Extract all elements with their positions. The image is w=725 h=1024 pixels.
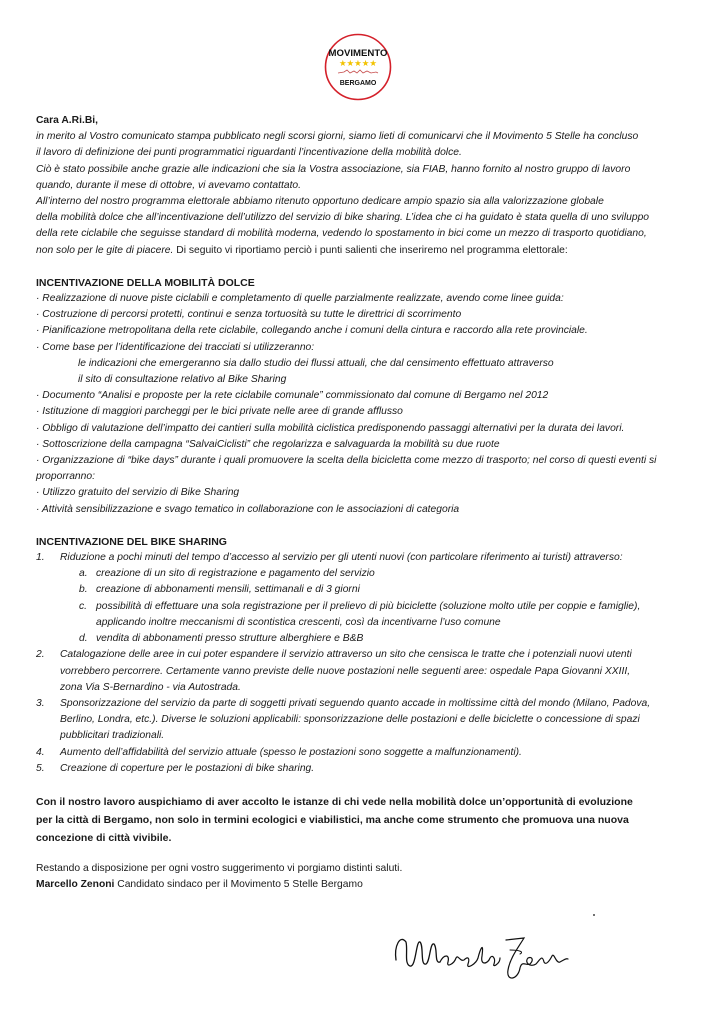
list-item: · Organizzazione di “bike days” durante i quali promuovere la scelta della bicicletta come mezzo di trasporto; nel corso di questi eventi si xyxy=(36,455,657,467)
item-letter: b. xyxy=(79,584,88,596)
item-letter: d. xyxy=(79,633,88,645)
list-item: · Come base per l’identificazione dei tracciati si utilizzeranno: xyxy=(36,341,315,353)
intro-line: della mobilità dolce che all’incentivazione dell’utilizzo del servizio di bike sharing. L’idea che ci ha guidato è stata quella di uno sviluppo xyxy=(36,212,650,224)
item-letter: a. xyxy=(79,568,88,580)
list-item: · Istituzione di maggiori parcheggi per le bici private nelle aree di grande afflusso xyxy=(36,406,403,418)
item-text: vendita di abbonamenti presso strutture alberghiere e B&B xyxy=(96,633,364,645)
item-number: 3. xyxy=(36,697,45,709)
item-number: 1. xyxy=(36,552,45,564)
numbered-item xyxy=(36,647,696,663)
signer-role: Candidato sindaco per il Movimento 5 Stelle Bergamo xyxy=(114,879,363,891)
item-text: Catalogazione delle aree in cui poter espandere il servizio attraverso un sito che censisca le tratte che i potenziali nuovi utenti xyxy=(60,649,632,661)
item-text: creazione di abbonamenti mensili, settimanali e di 3 giorni xyxy=(96,584,360,596)
numbered-item xyxy=(36,696,696,712)
item-text: Aumento dell’affidabilità del servizio attuale (spesso le postazioni sono soggette a malfunzionamenti). xyxy=(60,746,522,758)
numbered-item xyxy=(36,761,696,777)
lettered-item xyxy=(36,599,696,615)
list-item: · Realizzazione di nuove piste ciclabili e completamento di quelle parzialmente realizzate, avendo come linee guida: xyxy=(36,293,564,305)
intro-line: in merito al Vostro comunicato stampa pubblicato negli scorsi giorni, siamo lieti di comunicarvi che il Movimento 5 Stelle ha concluso xyxy=(36,131,639,143)
list-item: · Obbligo di valutazione dell’impatto dei cantieri sulla mobilità ciclistica predisponendo passaggi alternativi per la durata dei lavori. xyxy=(36,422,625,434)
item-text: creazione di un sito di registrazione e pagamento del servizio xyxy=(96,568,375,580)
movimento-5-stelle-logo xyxy=(324,33,392,101)
svg-text:BERGAMO: BERGAMO xyxy=(339,80,377,87)
list-item: · Pianificazione metropolitana della rete ciclabile, collegando anche i comuni della cintura e raccordo alla rete provinciale. xyxy=(36,325,588,337)
numbered-item xyxy=(36,550,696,566)
signer-line xyxy=(36,877,696,893)
signer-name: Marcello Zenoni xyxy=(36,879,115,891)
list-item: proporranno: xyxy=(36,471,95,483)
list-subitem: il sito di consultazione relativo al Bike Sharing xyxy=(78,374,287,386)
letter-body xyxy=(36,113,696,893)
list-item: · Sottoscrizione della campagna “SalvaiCiclisti” che regolarizza e salvaguarda la mobilità su due ruote xyxy=(36,438,500,450)
closing-line: Con il nostro lavoro auspichiamo di aver accolto le istanze di chi vede nella mobilità dolce un’opportunità di evoluzione xyxy=(36,795,633,808)
intro-last-line xyxy=(36,243,696,259)
lettered-item xyxy=(36,631,696,647)
intro-line: All’interno del nostro programma elettorale abbiamo ritenuto opportuno dedicare ampio spazio sia alla valorizzazione globale xyxy=(36,196,604,208)
intro-line: il lavoro di definizione dei punti programmatici riguardanti l’incentivazione della mobilità dolce. xyxy=(36,147,462,159)
item-number: 4. xyxy=(36,746,45,758)
closing-line: per la città di Bergamo, non solo in termini ecologici e viabilistici, ma anche come strumento che promuova una nuova xyxy=(36,813,629,826)
item-text: Riduzione a pochi minuti del tempo d’accesso al servizio per gli utenti nuovi (con particolare riferimento ai turisti) attraverso: xyxy=(60,552,623,564)
intro-line: della rete ciclabile che seguisse standard di mobilità moderna, vedendo lo spostamento in bici come un mezzo di trasporto quotidiano, xyxy=(36,228,647,240)
closing-line: concezione di città vivibile. xyxy=(36,831,172,844)
item-text: Sponsorizzazione del servizio da parte di soggetti privati seguendo quanto accade in moltissime città del mondo (Milano, Padova, xyxy=(60,697,651,709)
list-item: · Attività sensibilizzazione e svago tematico in collaborazione con le associazioni di categoria xyxy=(36,503,460,515)
intro-last-plain: Di seguito vi riportiamo perciò i punti salienti che inseriremo nel programma elettorale: xyxy=(173,244,568,256)
lettered-item xyxy=(36,582,696,598)
section-title-bike-sharing: INCENTIVAZIONE DEL BIKE SHARING xyxy=(36,535,227,548)
numbered-item-continuation: vorrebbero percorrere. Certamente vanno previste delle nuove postazioni nelle seguenti aree: ospedale Papa Giovanni XXIII, xyxy=(60,665,631,677)
item-letter: c. xyxy=(79,600,88,612)
lettered-item xyxy=(36,566,696,582)
list-subitem: le indicazioni che emergeranno sia dallo studio dei flussi attuali, che dal censimento effettuato attraverso xyxy=(78,357,554,369)
svg-text:MOVIMENTO: MOVIMENTO xyxy=(328,48,388,59)
list-item: · Costruzione di percorsi protetti, continui e senza tortuosità su tutte le direttrici di scorrimento xyxy=(36,309,462,321)
salutation: Cara A.Ri.Bi, xyxy=(36,115,98,126)
list-item: · Utilizzo gratuito del servizio di Bike Sharing xyxy=(36,487,240,499)
lettered-item-continuation: applicando inoltre meccanismi di scontistica crescenti, così da incentivarne l’uso comune xyxy=(96,616,501,628)
numbered-item xyxy=(36,745,696,761)
numbered-item-continuation: zona Via S-Bernardino - via Autostrada. xyxy=(60,681,241,693)
item-text: possibilità di effettuare una sola registrazione per il prelievo di più biciclette (soluzione molto utile per coppie e famiglie), xyxy=(96,600,641,612)
numbered-item-continuation: Berlino, Londra, etc.). Diverse le soluzioni applicabili: sponsorizzazione delle postazioni e delle biciclette o concessione di spazi xyxy=(60,714,640,726)
svg-text:★★★★★: ★★★★★ xyxy=(338,59,378,69)
list-item: · Documento “Analisi e proposte per la rete ciclabile comunale” commissionato dal comune di Bergamo nel 2012 xyxy=(36,390,549,402)
intro-last-italic: non solo per le gite di piacere. xyxy=(36,244,174,256)
ink-dot xyxy=(593,914,595,916)
intro-line: Ciò è stato possibile anche grazie alle indicazioni che sia la Vostra associazione, sia FIAB, hanno fornito al nostro gruppo di lavoro xyxy=(36,163,631,175)
item-number: 2. xyxy=(36,649,45,661)
numbered-item-continuation: pubblicitari tradizionali. xyxy=(60,730,165,742)
section-title-mobilita: INCENTIVAZIONE DELLA MOBILITÀ DOLCE xyxy=(36,276,255,289)
item-number: 5. xyxy=(36,762,45,774)
item-text: Creazione di coperture per le postazioni di bike sharing. xyxy=(60,762,315,774)
handwritten-signature xyxy=(390,920,570,986)
regards: Restando a disposizione per ogni vostro suggerimento vi porgiamo distinti saluti. xyxy=(36,862,403,874)
intro-line: quando, durante il mese di ottobre, vi avevamo contattato. xyxy=(36,179,302,191)
